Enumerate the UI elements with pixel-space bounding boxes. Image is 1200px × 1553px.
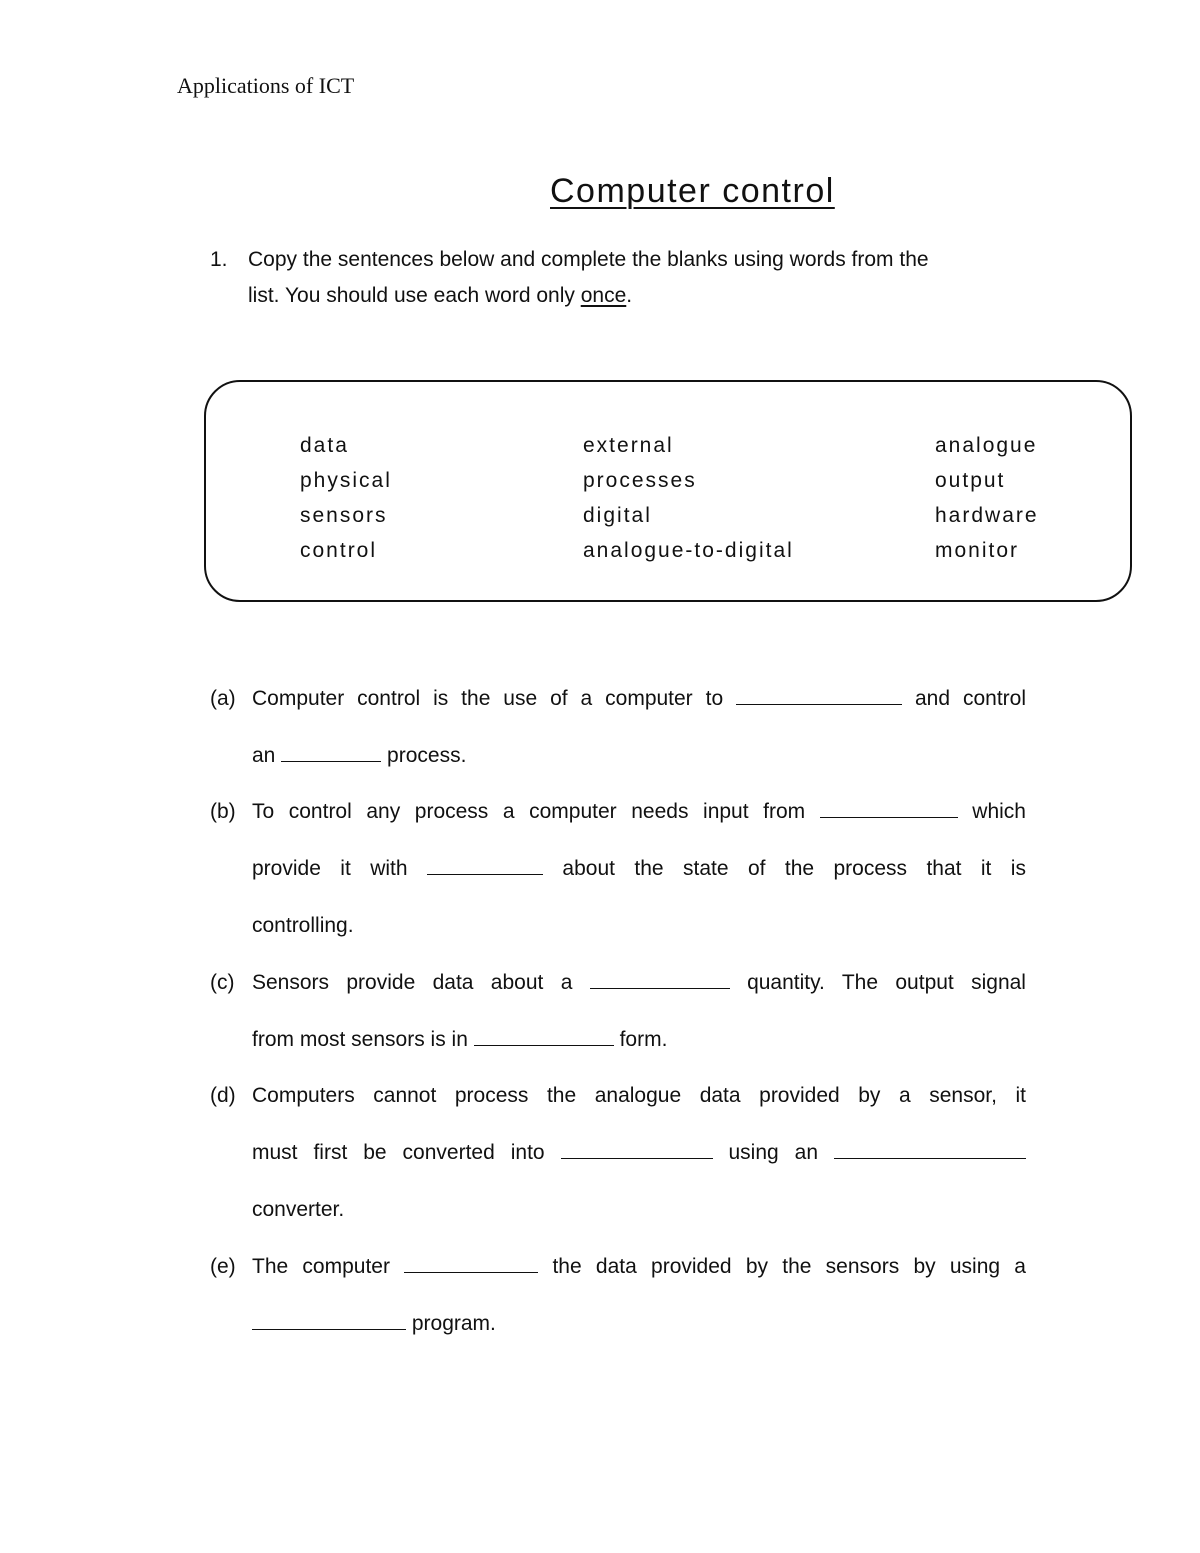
- page-header: Applications of ICT: [177, 73, 355, 98]
- question-text: from most sensors is in: [252, 1028, 468, 1051]
- instruction-number: 1.: [210, 248, 228, 271]
- question-text: To control any process a computer needs input from: [252, 800, 806, 823]
- question-text: Computer control is the use of a computer to: [252, 687, 724, 710]
- question-label: (a): [210, 687, 236, 710]
- word-item: external: [583, 434, 674, 457]
- question-line: converter.: [252, 1198, 345, 1221]
- question-line: [210, 670, 1026, 727]
- question-line: Computers cannot process the analogue data provided by a sensor, it: [252, 1084, 1026, 1107]
- answer-blank[interactable]: [590, 970, 730, 989]
- instruction-line-2: [210, 278, 1030, 314]
- question-c: [210, 954, 1026, 1068]
- word-item: control: [300, 539, 378, 562]
- emphasis-once: once: [580, 284, 627, 307]
- question-text: The computer: [252, 1255, 390, 1278]
- question-line: [210, 954, 1026, 1011]
- question-text: and control: [915, 687, 1026, 710]
- question-text: about the state of the process that it is: [562, 857, 1026, 880]
- word-item: sensors: [300, 504, 388, 527]
- question-line: [210, 783, 1026, 840]
- question-line: [210, 1011, 1026, 1068]
- question-text: Sensors provide data about a: [252, 971, 573, 994]
- question-line: [210, 840, 1026, 897]
- question-text: an: [252, 744, 276, 767]
- question-text: must first be converted into: [252, 1141, 545, 1164]
- word-item: digital: [583, 504, 652, 527]
- question-line: controlling.: [252, 914, 354, 937]
- question-line: [210, 1124, 1026, 1181]
- question-text: process.: [387, 744, 467, 767]
- word-item: processes: [583, 469, 697, 492]
- word-item: physical: [300, 469, 392, 492]
- question-label: (e): [210, 1255, 236, 1278]
- question-d: [210, 1067, 1026, 1238]
- word-item: analogue: [935, 434, 1038, 457]
- answer-blank[interactable]: [834, 1140, 1026, 1159]
- answer-blank[interactable]: [736, 686, 902, 705]
- question-line: [210, 1238, 1026, 1295]
- question-e: [210, 1238, 1026, 1352]
- answer-blank[interactable]: [820, 799, 958, 818]
- question-text: the data provided by the sensors by using a: [552, 1255, 1026, 1278]
- instruction-line-2-end: .: [626, 284, 633, 307]
- question-line: [210, 727, 1026, 784]
- instruction-line-2-text: list. You should use each word only: [248, 284, 581, 307]
- instruction-line-1: Copy the sentences below and complete the blanks using words from the: [248, 248, 929, 271]
- question-label: (c): [210, 971, 235, 994]
- answer-blank[interactable]: [474, 1027, 614, 1046]
- question-text: form.: [619, 1028, 668, 1051]
- instruction: [210, 242, 1030, 314]
- word-item: analogue-to-digital: [583, 539, 794, 562]
- word-column-1: [300, 428, 392, 568]
- question-text: program.: [411, 1312, 496, 1335]
- question-a: [210, 670, 1026, 784]
- answer-blank[interactable]: [404, 1254, 538, 1273]
- word-item: output: [935, 469, 1006, 492]
- page-title: Computer control: [550, 172, 835, 210]
- word-list-box: [204, 380, 1132, 602]
- word-item: hardware: [935, 504, 1039, 527]
- question-label: (b): [210, 800, 236, 823]
- question-b: [210, 783, 1026, 954]
- question-line: [210, 1295, 1026, 1352]
- question-text: which: [972, 800, 1026, 823]
- word-item: monitor: [935, 539, 1020, 562]
- word-column-3: [935, 428, 1039, 568]
- word-item: data: [300, 434, 349, 457]
- answer-blank[interactable]: [281, 743, 381, 762]
- question-text: using an: [728, 1141, 819, 1164]
- answer-blank[interactable]: [561, 1140, 713, 1159]
- answer-blank[interactable]: [252, 1311, 406, 1330]
- answer-blank[interactable]: [427, 856, 543, 875]
- word-column-2: [583, 428, 794, 568]
- question-text: quantity. The output signal: [747, 971, 1026, 994]
- question-text: provide it with: [252, 857, 408, 880]
- question-label: (d): [210, 1084, 236, 1107]
